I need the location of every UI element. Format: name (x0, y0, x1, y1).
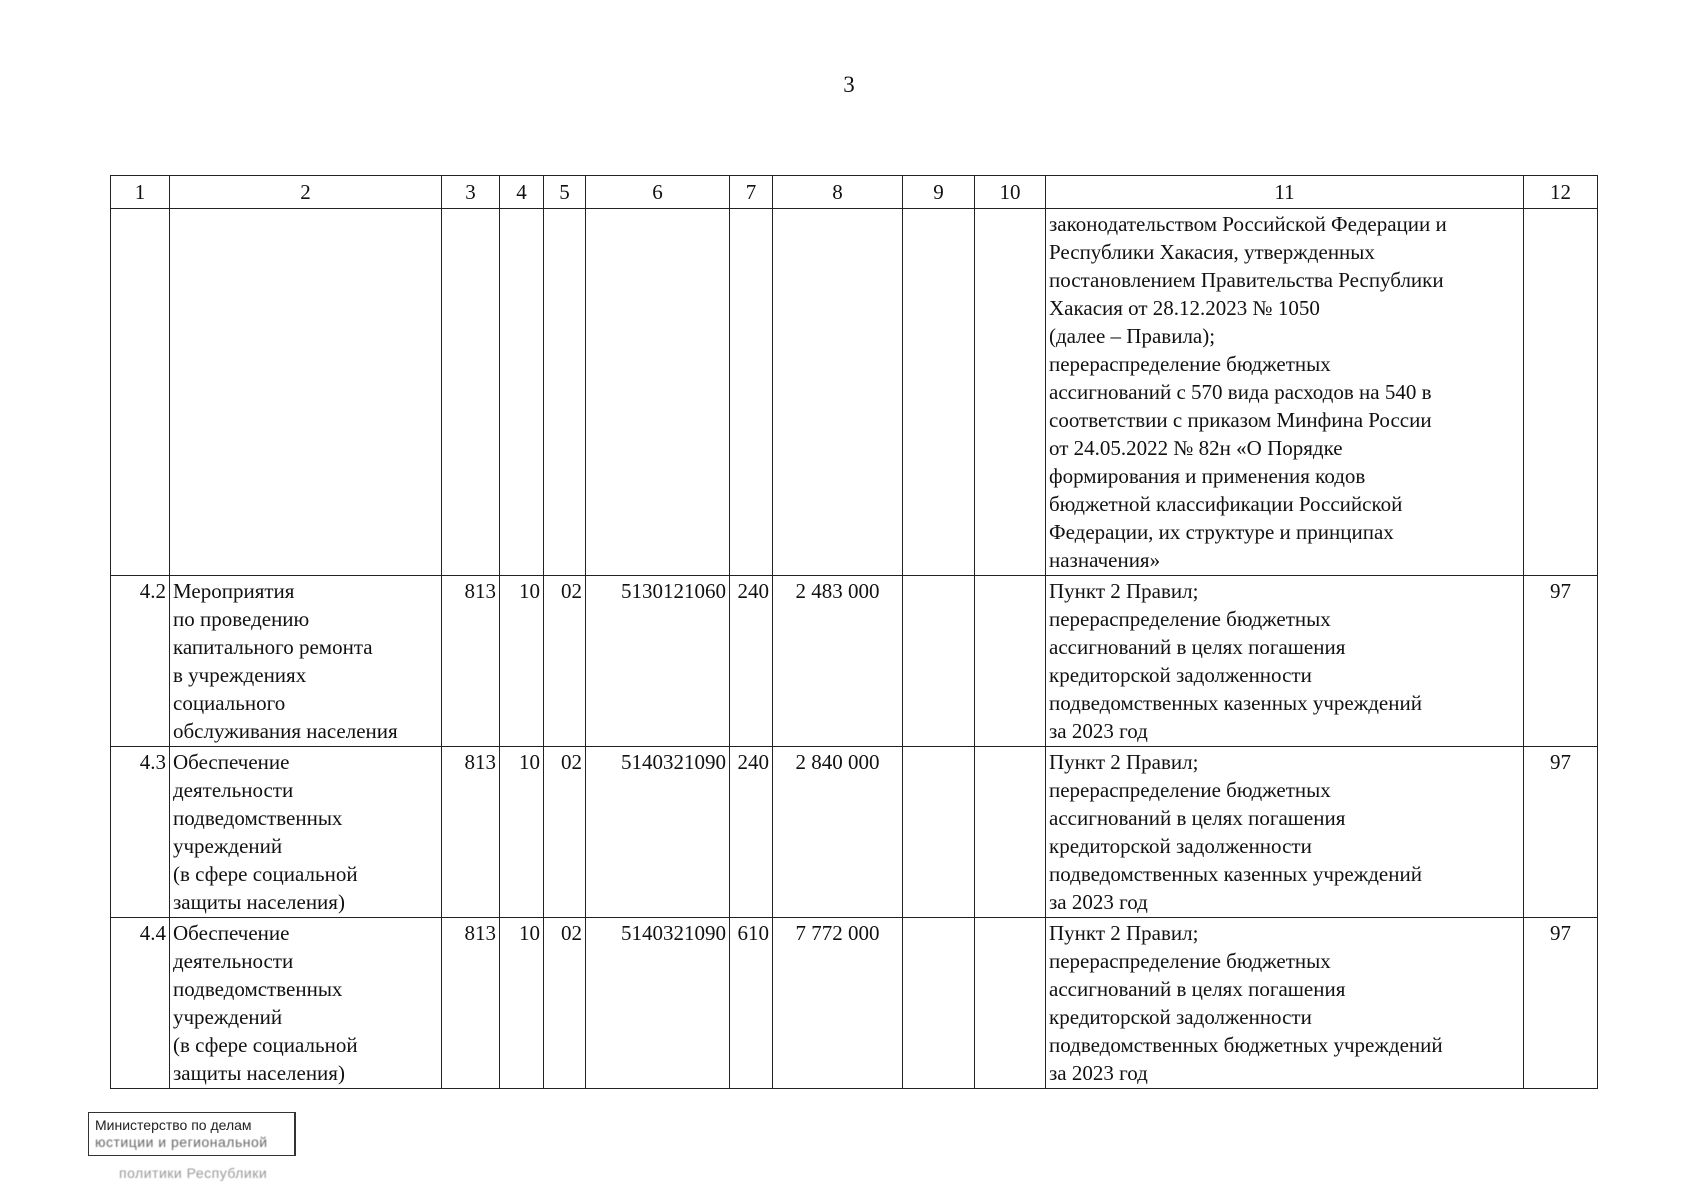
header-cell: 10 (975, 176, 1046, 209)
basis-cell: Пункт 2 Правил; перераспределение бюджетных ассигнований в целях погашения кредиторской задолженности подведомственных казенных учреждений за 2023 год (1046, 747, 1524, 918)
budget-table (110, 175, 1598, 1089)
code-cell: 813 (442, 576, 500, 747)
header-cell: 8 (773, 176, 903, 209)
ministry-stamp (88, 1112, 296, 1181)
column-12-cell (1524, 209, 1598, 576)
row-number-cell: 4.2 (111, 576, 170, 747)
page-number: 3 (843, 72, 855, 97)
subsection-cell: 02 (544, 918, 586, 1089)
amount-cell: 2 840 000 (773, 747, 903, 918)
target-article-cell (586, 209, 730, 576)
column-9-cell (903, 747, 975, 918)
table-row (111, 918, 1598, 1089)
header-cell: 3 (442, 176, 500, 209)
section-cell: 10 (500, 747, 544, 918)
column-10-cell (975, 576, 1046, 747)
column-10-cell (975, 918, 1046, 1089)
table-row (111, 747, 1598, 918)
activity-name-cell: Обеспечение деятельности подведомственных учреждений (в сфере социальной защиты населения) (170, 918, 442, 1089)
column-9-cell (903, 918, 975, 1089)
basis-cell: Пункт 2 Правил; перераспределение бюджетных ассигнований в целях погашения кредиторской задолженности подведомственных казенных учреждений за 2023 год (1046, 576, 1524, 747)
code-cell: 813 (442, 918, 500, 1089)
header-cell: 7 (730, 176, 773, 209)
column-10-cell (975, 209, 1046, 576)
column-9-cell (903, 209, 975, 576)
row-number-cell (111, 209, 170, 576)
basis-cell: Пункт 2 Правил; перераспределение бюджетных ассигнований в целях погашения кредиторской задолженности подведомственных бюджетных учреждений за 2023 год (1046, 918, 1524, 1089)
code-cell: 813 (442, 747, 500, 918)
section-cell (500, 209, 544, 576)
stamp-line-2: юстиции и региональной (95, 1134, 268, 1150)
row-number-cell: 4.4 (111, 918, 170, 1089)
target-article-cell: 5140321090 (586, 918, 730, 1089)
column-12-cell: 97 (1524, 918, 1598, 1089)
code-cell (442, 209, 500, 576)
expense-type-cell: 240 (730, 747, 773, 918)
row-number-cell: 4.3 (111, 747, 170, 918)
target-article-cell: 5130121060 (586, 576, 730, 747)
header-cell: 9 (903, 176, 975, 209)
section-cell: 10 (500, 576, 544, 747)
column-9-cell (903, 576, 975, 747)
amount-cell: 2 483 000 (773, 576, 903, 747)
basis-cell: законодательством Российской Федерации и Республики Хакасия, утвержденных постановлением Правительства Республики Хакасия от 28.12.2023 № 1050 (далее – Правила); перераспределение бюджетных ассигнований с 570 вида расходов на 540 в соответствии с приказом Минфина России от 24.05.2022 № 82н «О Порядке формирования и применения кодов бюджетной классификации Российской Федерации, их структуре и принципах назначения» (1046, 209, 1524, 576)
header-cell: 2 (170, 176, 442, 209)
expense-type-cell (730, 209, 773, 576)
stamp-line-1: Министерство по делам (95, 1117, 252, 1133)
amount-cell: 7 772 000 (773, 918, 903, 1089)
header-cell: 6 (586, 176, 730, 209)
header-cell: 5 (544, 176, 586, 209)
column-10-cell (975, 747, 1046, 918)
section-cell: 10 (500, 918, 544, 1089)
table-header-row (111, 176, 1598, 209)
column-12-cell: 97 (1524, 747, 1598, 918)
column-12-cell: 97 (1524, 576, 1598, 747)
target-article-cell: 5140321090 (586, 747, 730, 918)
activity-name-cell: Мероприятия по проведению капитального ремонта в учреждениях социального обслуживания населения (170, 576, 442, 747)
table-row (111, 209, 1598, 576)
header-cell: 12 (1524, 176, 1598, 209)
header-cell: 4 (500, 176, 544, 209)
table-row (111, 576, 1598, 747)
activity-name-cell: Обеспечение деятельности подведомственных учреждений (в сфере социальной защиты населения) (170, 747, 442, 918)
subsection-cell: 02 (544, 747, 586, 918)
stamp-line-3: политики Республики (119, 1165, 268, 1181)
activity-name-cell (170, 209, 442, 576)
amount-cell (773, 209, 903, 576)
header-cell: 11 (1046, 176, 1524, 209)
subsection-cell (544, 209, 586, 576)
expense-type-cell: 240 (730, 576, 773, 747)
expense-type-cell: 610 (730, 918, 773, 1089)
header-cell: 1 (111, 176, 170, 209)
subsection-cell: 02 (544, 576, 586, 747)
